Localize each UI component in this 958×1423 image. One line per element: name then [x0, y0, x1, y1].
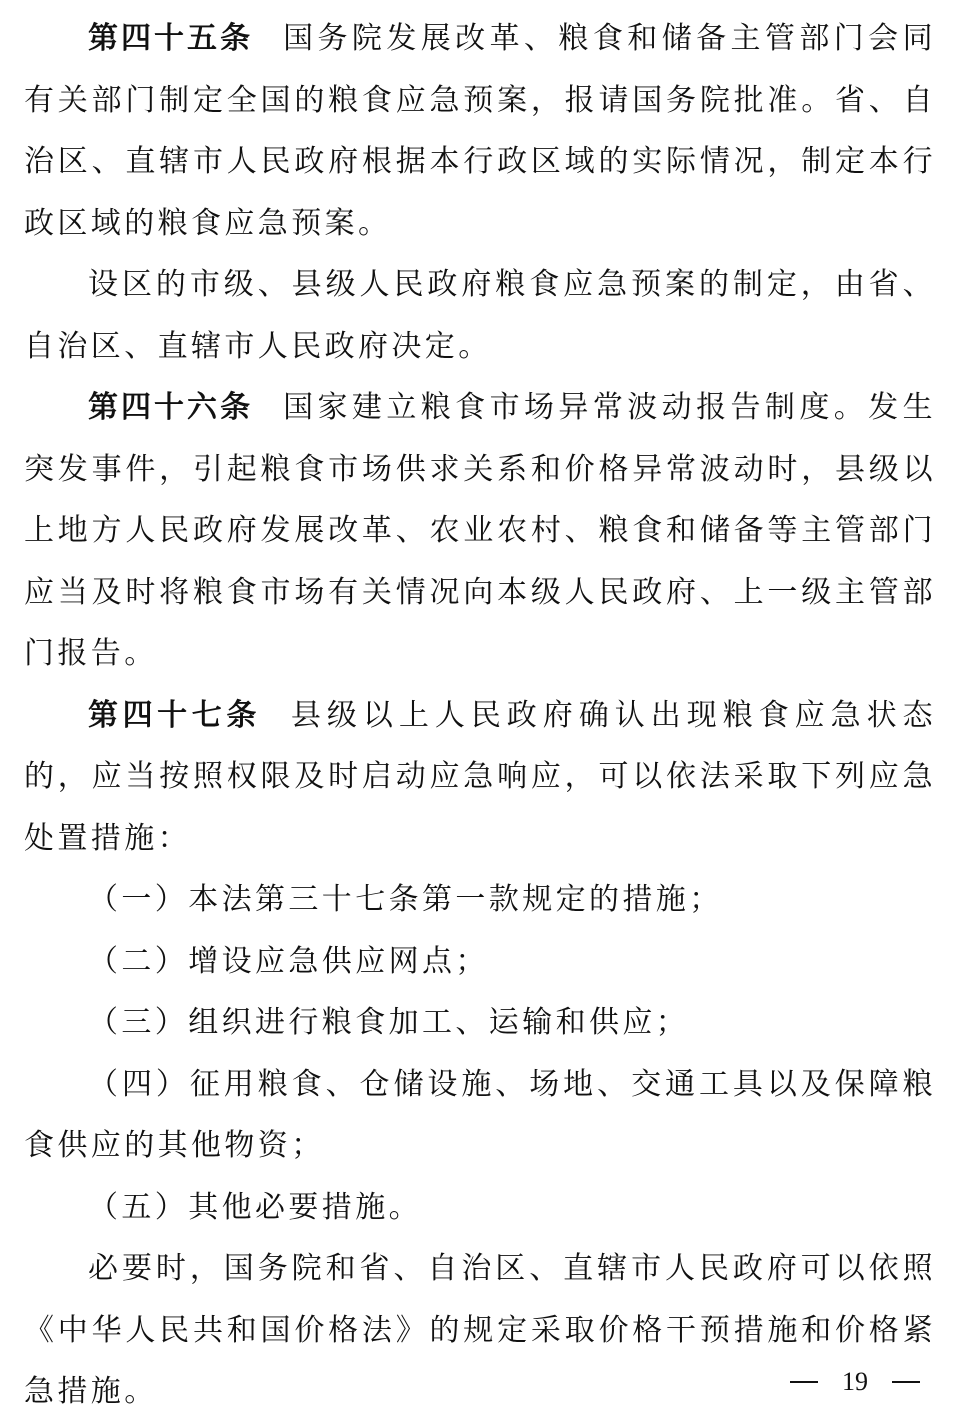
list-item: （四）征用粮食、仓储设施、场地、交通工具以及保障粮食供应的其他物资； — [24, 1066, 936, 1163]
list-item: （二）增设应急供应网点； — [88, 943, 489, 979]
article-number: 第四十五条 — [88, 21, 254, 56]
list-item: （五）其他必要措施。 — [88, 1189, 422, 1225]
article-47-closing: 必要时，国务院和省、自治区、直辖市人民政府可以依照《中华人民共和国价格法》的规定采取价格干预措施和价格紧急措施。 — [24, 1251, 936, 1409]
right-dash — [892, 1381, 920, 1383]
article-45-paragraph-2: 设区的市级、县级人民政府粮食应急预案的制定，由省、自治区、直辖市人民政府决定。 — [24, 267, 936, 364]
article-45 — [24, 8, 936, 254]
list-item: （三）组织进行粮食加工、运输和供应； — [88, 1005, 690, 1040]
article-text: 县级以上人民政府确认出现粮食应急状态的，应当按照权限及时启动应急响应，可以依法采取下列应急处置措施： — [24, 697, 937, 856]
page-number — [790, 1364, 920, 1400]
article-text: 国家建立粮食市场异常波动报告制度。发生突发事件，引起粮食市场供求关系和价格异常波动时，县级以上地方人民政府发展改革、农业农村、粮食和储备等主管部门应当及时将粮食市场有关情况向本级人民政府、上一级主管部门报告。 — [24, 390, 936, 671]
article-number: 第四十七条 — [88, 697, 261, 733]
article-47 — [24, 685, 936, 870]
document-page — [24, 8, 936, 1423]
article-text: 国务院发展改革、粮食和储备主管部门会同有关部门制定全国的粮食应急预案，报请国务院批准。省、自治区、直辖市人民政府根据本行政区域的实际情况，制定本行政区域的粮食应急预案。 — [24, 21, 936, 241]
left-dash — [790, 1381, 818, 1383]
article-number: 第四十六条 — [88, 390, 254, 425]
article-46 — [24, 377, 936, 685]
page-number-text: 19 — [842, 1367, 868, 1396]
list-item: （一）本法第三十七条第一款规定的措施； — [88, 882, 723, 917]
